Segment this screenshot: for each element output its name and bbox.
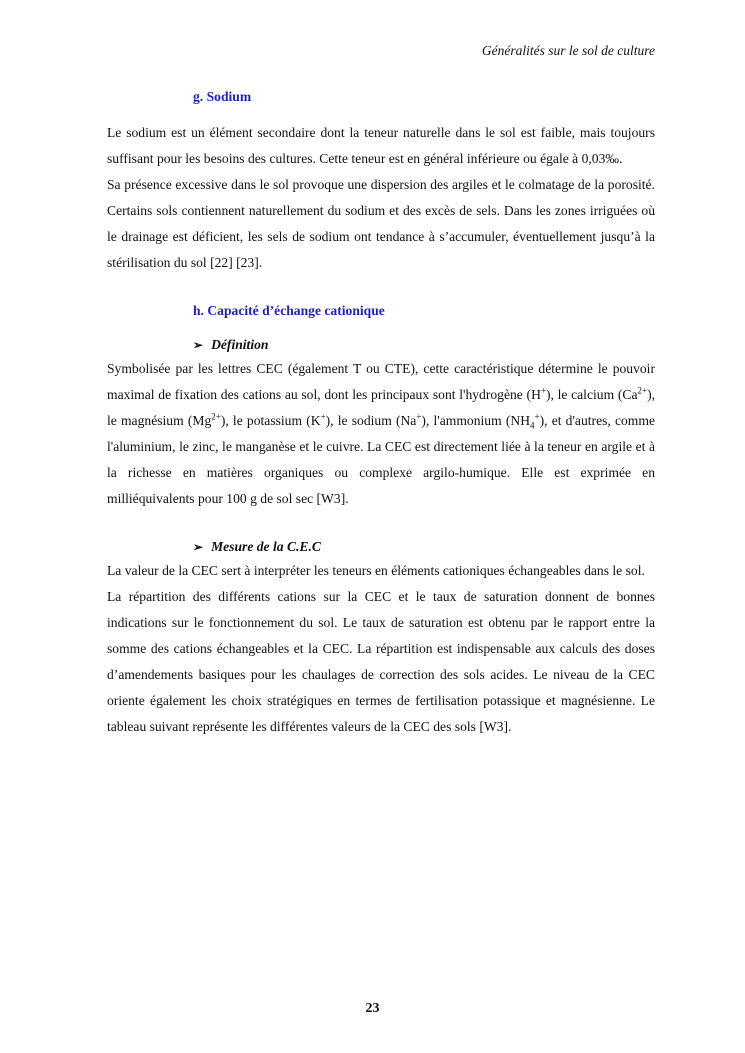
- bullet-mesure: [193, 536, 655, 558]
- page-number: 23: [365, 1001, 380, 1016]
- bullet-definition: [193, 334, 655, 356]
- section-heading-sodium: g. Sodium: [193, 89, 252, 104]
- arrow-right-icon: ➢: [193, 338, 204, 352]
- bullet-definition-label: Définition: [211, 337, 269, 352]
- page-content: [107, 86, 655, 740]
- paragraph-sodium-2: Sa présence excessive dans le sol provoque une dispersion des argiles et le colmatage de la porosité. Certains sols contiennent naturellement du sodium et des excès de sels. Dans les zones irriguées où le drainage est déficient, les sels de sodium ont tendance à s’accumuler, éventuellement jusqu’à la stérilisation du sol [22] [23].: [107, 177, 655, 270]
- paragraph-definition: Symbolisée par les lettres CEC (également T ou CTE), cette caractéristique détermine le pouvoir maximal de fixation des cations au sol, dont les principaux sont l'hydrogène (H+), le calcium $(Ca^{2+})$, le magnésium $(Mg^{2+})$, le potassium (K+), le sodium (Na+), l'ammonium $(NH_4^+)$, et d'autres, comme l'aluminium, le zinc, le manganèse et le cuivre. La CEC est directement liée à la teneur en argile et à la richesse en matières organiques ou complexe argilo-humique. Elle est exprimée en milliéquivalents pour 100 g de sol sec [W3].: [107, 361, 655, 506]
- paragraph-sodium-1: Le sodium est un élément secondaire dont la teneur naturelle dans le sol est faible, mais toujours suffisant pour les besoins des cultures. Cette teneur est en général inférieure ou égale à 0,03‰.: [107, 125, 655, 166]
- arrow-right-icon: ➢: [193, 540, 204, 554]
- paragraph-mesure-1: La valeur de la CEC sert à interpréter les teneurs en éléments cationiques échangeables dans le sol.: [107, 563, 645, 578]
- running-header: Généralités sur le sol de culture: [481, 43, 655, 58]
- section-heading-cec: h. Capacité d’échange cationique: [193, 303, 385, 318]
- bullet-mesure-label: Mesure de la C.E.C: [211, 539, 321, 554]
- paragraph-mesure-2: La répartition des différents cations sur la CEC et le taux de saturation donnent de bonnes indications sur le fonctionnement du sol. Le taux de saturation est obtenu par le rapport entre la somme des cations échangeables et la CEC. La répartition est indispensable aux calculs des doses d’amendements basiques pour les chaulages de correction des sols acides. Le niveau de la CEC oriente également les choix stratégiques en termes de fertilisation potassique et magnésienne. Le tableau suivant représente les différentes valeurs de la CEC des sols [W3].: [107, 589, 655, 734]
